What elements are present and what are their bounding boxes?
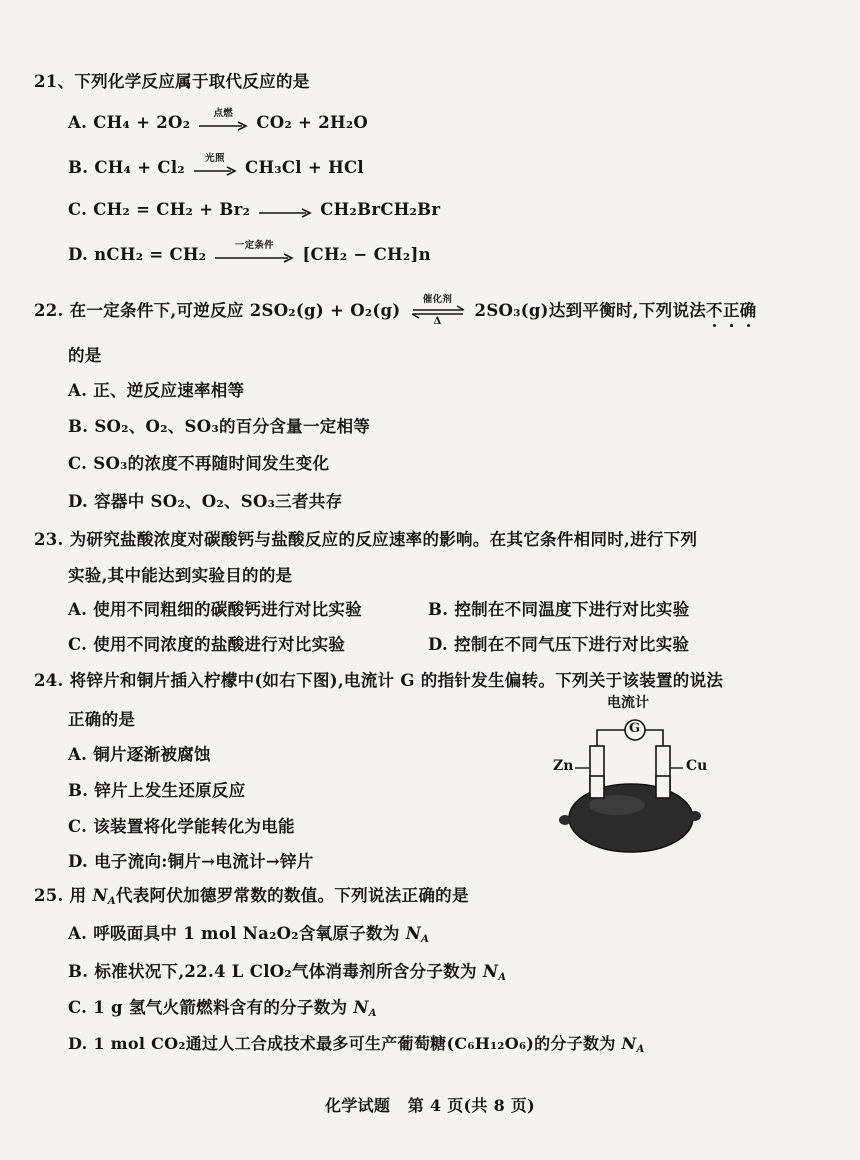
q25-option-d xyxy=(68,1031,645,1055)
galvanometer-symbol: G xyxy=(629,721,641,736)
reaction-condition: 点燃 xyxy=(213,107,234,119)
question-24-stem: 24. 将锌片和铜片插入柠檬中(如右下图),电流计 G 的指针发生偏转。下列关于该装置的说法 xyxy=(34,671,724,690)
q24-option-a: A. 铜片逐渐被腐蚀 xyxy=(68,745,211,764)
stem-text: 2SO₃(g)达到平衡时,下列说法 xyxy=(474,301,707,320)
q25-option-b xyxy=(68,958,506,983)
q21-option-c xyxy=(68,200,440,221)
question-24-stem-cont: 正确的是 xyxy=(68,710,136,729)
reaction-rhs: CO₂ + 2H₂O xyxy=(256,113,369,132)
avogadro-symbol: $N_A$ xyxy=(353,998,377,1019)
q21-option-a xyxy=(68,107,369,134)
reaction-lhs: CH₄ + 2O₂ xyxy=(93,113,191,132)
reaction-lhs: nCH₂ = CH₂ xyxy=(94,245,207,264)
option-label: B. xyxy=(68,158,89,177)
lemon-battery-figure xyxy=(545,690,720,855)
page-footer xyxy=(0,1093,860,1116)
q22-option-a: A. 正、逆反应速率相等 xyxy=(68,381,245,400)
option-label: C. xyxy=(68,200,88,219)
question-22-stem xyxy=(34,293,757,327)
subject-label: 化学试题 xyxy=(324,1096,391,1115)
avogadro-symbol: $N_A$ xyxy=(405,924,430,945)
heat-label: Δ xyxy=(433,315,442,327)
stem-text: 25. 用 xyxy=(34,886,87,905)
q23-option-d: D. 控制在不同气压下进行对比实验 xyxy=(428,635,690,654)
option-text: C. 1 g 氢气火箭燃料含有的分子数为 xyxy=(68,998,348,1017)
reaction-arrow xyxy=(258,201,312,221)
option-text: D. 1 mol CO₂通过人工合成技术最多可生产葡萄糖(C₆H₁₂O₆)的分子数为 xyxy=(68,1034,616,1053)
question-23-stem-cont: 实验,其中能达到实验目的的是 xyxy=(68,566,293,585)
reaction-arrow xyxy=(193,152,237,179)
reaction-rhs: CH₃Cl + HCl xyxy=(245,158,364,177)
question-21-stem: 21、下列化学反应属于取代反应的是 xyxy=(34,72,310,91)
q21-option-d xyxy=(68,239,431,266)
option-text: B. 标准状况下,22.4 L ClO₂气体消毒剂所含分子数为 xyxy=(68,962,477,981)
option-label: A. xyxy=(68,113,88,132)
polymer-formula: [CH₂ − CH₂]n xyxy=(302,245,431,264)
reaction-condition: 一定条件 xyxy=(234,239,274,251)
question-22-stem-cont: 的是 xyxy=(68,346,102,365)
reaction-lhs: CH₄ + Cl₂ xyxy=(94,158,185,177)
q23-option-c: C. 使用不同浓度的盐酸进行对比实验 xyxy=(68,635,346,654)
galvanometer-label: 电流计 xyxy=(607,695,649,711)
question-25-stem xyxy=(34,882,469,907)
avogadro-symbol: $N_A$ xyxy=(482,962,507,983)
reaction-condition: 光照 xyxy=(205,152,225,164)
q25-option-a xyxy=(68,920,429,945)
reaction-rhs: CH₂BrCH₂Br xyxy=(320,200,441,219)
equilibrium-arrow xyxy=(409,293,467,327)
q23-option-b: B. 控制在不同温度下进行对比实验 xyxy=(428,600,690,619)
q22-option-b: B. SO₂、O₂、SO₃的百分含量一定相等 xyxy=(68,417,371,436)
q22-option-c: C. SO₃的浓度不再随时间发生变化 xyxy=(68,454,330,473)
q24-option-c: C. 该装置将化学能转化为电能 xyxy=(68,817,295,836)
reaction-arrow xyxy=(198,107,248,134)
q21-option-b xyxy=(68,152,364,179)
option-label: D. xyxy=(68,245,89,264)
q23-option-a: A. 使用不同粗细的碳酸钙进行对比实验 xyxy=(68,600,362,619)
question-23-stem: 23. 为研究盐酸浓度对碳酸钙与盐酸反应的反应速率的影响。在其它条件相同时,进行下列 xyxy=(34,530,698,549)
q22-option-d: D. 容器中 SO₂、O₂、SO₃三者共存 xyxy=(68,492,343,511)
zinc-label: Zn xyxy=(553,758,574,774)
reaction-lhs: CH₂ = CH₂ + Br₂ xyxy=(93,200,251,219)
option-text: A. 呼吸面具中 1 mol Na₂O₂含氧原子数为 xyxy=(68,924,400,943)
stem-text: 代表阿伏加德罗常数的数值。下列说法正确的是 xyxy=(115,886,469,905)
stem-text: 22. 在一定条件下,可逆反应 2SO₂(g) + O₂(g) xyxy=(34,301,401,320)
q25-option-c xyxy=(68,994,377,1019)
catalyst-label: 催化剂 xyxy=(422,293,453,305)
emphasis-text: 不正确 xyxy=(706,301,757,320)
copper-label: Cu xyxy=(686,758,708,774)
page-number: 第 4 页(共 8 页) xyxy=(407,1096,536,1115)
q24-option-d: D. 电子流向:铜片→电流计→锌片 xyxy=(68,852,314,871)
avogadro-symbol: $N_A$ xyxy=(621,1034,645,1055)
avogadro-symbol: $N_A$ xyxy=(92,886,116,907)
q24-option-b: B. 锌片上发生还原反应 xyxy=(68,781,246,800)
reaction-arrow xyxy=(214,239,294,266)
